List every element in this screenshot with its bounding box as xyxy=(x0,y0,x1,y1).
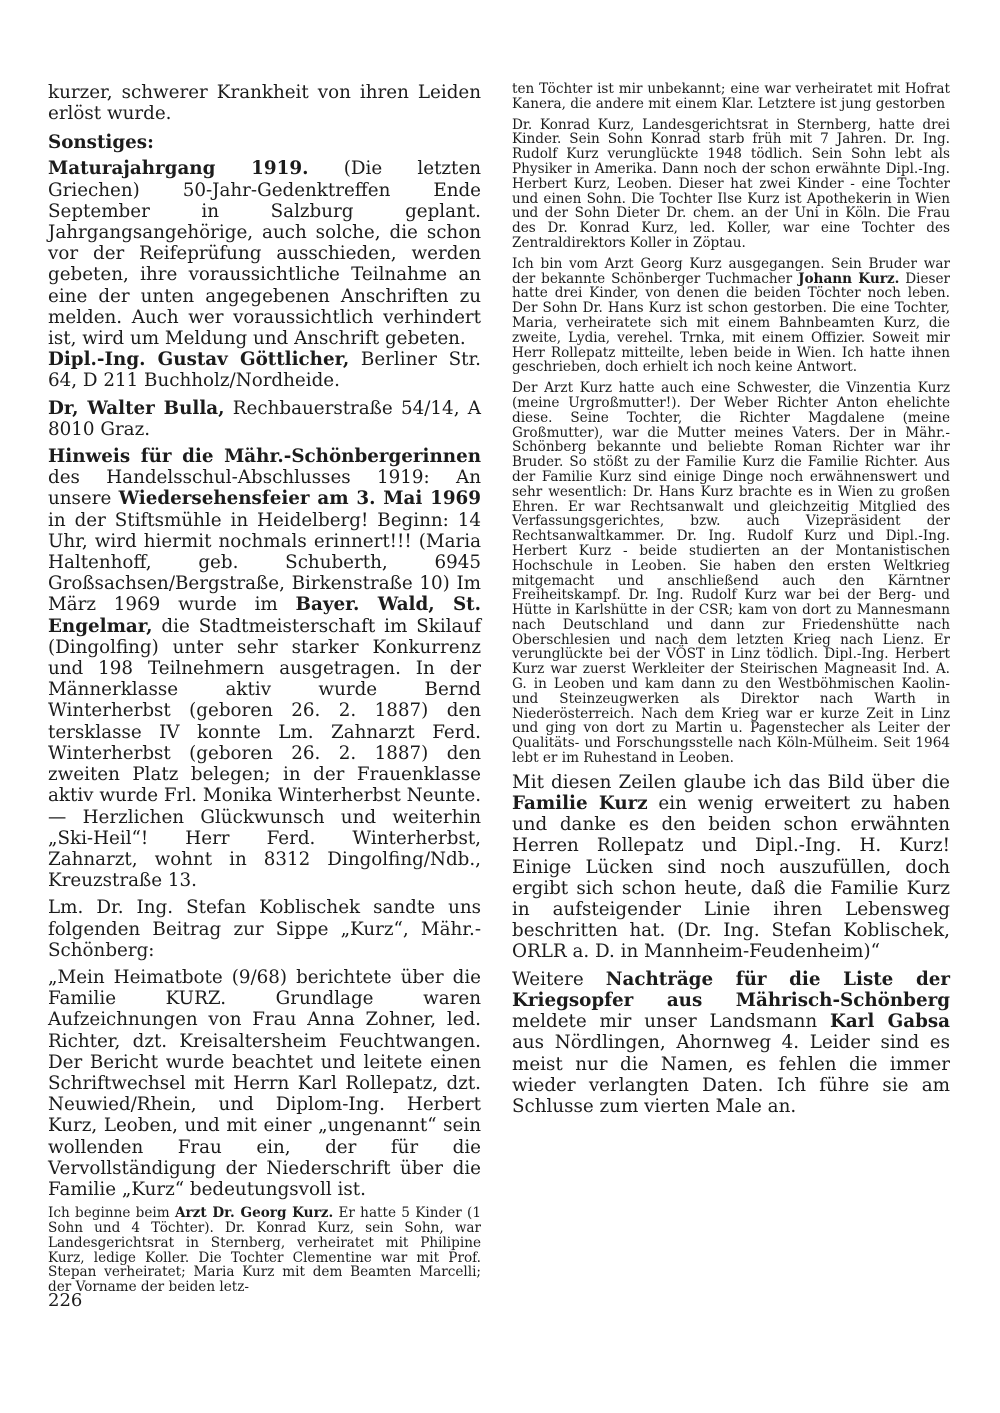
bold-text: Karl Gabsa xyxy=(829,1011,950,1033)
small-paragraph xyxy=(48,1206,481,1295)
left-column xyxy=(48,82,481,1301)
text: des Handelsschul-Abschlusses 1919: An unsere xyxy=(48,467,481,510)
text: Der Arzt Kurz hatte auch eine Schwester, die Vinzentia Kurz (meine Urgroßmutter!). Der Weber Richter Anton ehelichte diese. Seine Tochter, die Richter Magdalene (meine Großmutter), war die Mutter meines Vaters. Der in Mähr.-Schönberg bekannte und beliebte Roman Richter war ihr Bruder. So stößt zu der Familie Kurz die Familie Richter. Aus der Familie Kurz sind einige Dinge noch erwähnenswert und sehr wesentlich: Dr. Hans Kurz brachte es in Wien zu großen Ehren. Er war Rechtsanwalt und gleichzeitig Mitglied des Verfassungsgerichtes, bzw. auch Vizepräsident der Rechtsanwaltkammer. Dr. Ing. Rudolf Kurz und Dipl.-Ing. Herbert Kurz - beide studierten an der Montanistischen Hochschule in Leoben. Sie haben den ersten Weltkrieg mitgemacht und anschließend auch den Kärntner Freiheitskampf. Dr. Ing. Rudolf Kurz war bei der Berg- und Hütte in Karlshütte in der CSR; kam von dort zu Mannesmann nach Deutschland und dann zur Friedenshütte nach Oberschlesien und nach dem letzten Krieg nach Lienz. Er verunglückte bei der VÖST in Linz tödlich. Dipl.-Ing. Herbert Kurz war zuerst Werkleiter der Steirischen Magneasit Ind. A. G. in Leoben und kam dann zu den Westböhmischen Kaolin- und Steinzeugwerken als Direktor nach Warth in Niederösterreich. Nach dem Krieg war er kurze Zeit in Linz und ging von dort zu Martin u. Pagenstecher als Leiter der Qualitäts- und Forschungsstelle nach Köln-Mülheim. Seit 1964 lebt er im Ruhestand in Leoben. xyxy=(512,380,950,767)
page-number: 226 xyxy=(48,1290,83,1311)
paragraph xyxy=(512,772,950,963)
text: Dr. Konrad Kurz, Landesgerichtsrat in Sternberg, hatte drei Kinder. Sein Sohn Konrad starb früh mit 7 Jahren. Dr. Ing. Rudolf Kurz verunglückte 1948 tödlich. Sein Sohn lebt als Physiker in Amerika. Dann noch der schon erwähnte Dipl.-Ing. Herbert Kurz, Leoben. Dieser hat zwei Kinder - eine Tochter und einen Sohn. Die Tochter Ilse Kurz ist Apothekerin in Wien und der Sohn Dieter Dr. chem. an der Uni in Köln. Die Frau des Dr. Konrad Kurz, led. Koller, war eine Tochter des Zentraldirektors Koller in Zöptau. xyxy=(512,116,950,251)
bold-text: Nachträge für die Liste der Kriegsopfer aus Mährisch-Schönberg xyxy=(512,968,950,1011)
text: Dieser hatte drei Kinder, von denen die beiden Töchter noch leben. Der Sohn Dr. Hans Kurz ist schon gestorben. Die eine Tochter, Maria, verheiratete sich mit einem Bahnbeamten Kurz, die zweite, Lydia, verehel. Trnka, mit einem Offizier. Soweit mir Herr Rollepatz mitteilte, leben beide in Wien. Ich hatte ihnen geschrieben, doch erhielt ich noch keine Antwort. xyxy=(512,270,951,376)
bold-text: Hinweis für die Mähr.-Schönbergerinnen xyxy=(48,446,481,468)
section-heading: Sonstiges: xyxy=(48,132,154,154)
text: aus Nördlingen, Ahornweg 4. Leider sind es meist nur die Namen, es fehlen die immer wieder verlangten Daten. Ich führe sie am Schlusse zum vierten Male an. xyxy=(512,1032,950,1117)
text: Ich beginne beim xyxy=(48,1205,175,1222)
text: Mit diesen Zeilen glaube ich das Bild über die xyxy=(512,771,950,793)
bold-text: Arzt Dr. Georg Kurz. xyxy=(174,1205,334,1222)
paragraph xyxy=(48,897,481,961)
text: meldete mir unser Landsmann xyxy=(512,1011,830,1033)
small-paragraph xyxy=(512,381,950,766)
bold-text: Johann Kurz. xyxy=(798,270,900,287)
text: die Stadtmeisterschaft im Skilauf (Dingolfing) unter sehr starker Konkurrenz und 198 Teilnehmern ausgetragen. In der Männerklasse aktiv wurde Bernd Winterherbst (geboren 26. 2. 1887) den tersklasse IV konnte Lm. Zahnarzt Ferd. Winterherbst (geboren 26. 2. 1887) den zweiten Platz belegen; in der Frauenklasse aktiv wurde Frl. Monika Winterherbst Neunte. — Herzlichen Glückwunsch und weiterhin „Ski-Heil“! Herr Ferd. Winterherbst, Zahnarzt, wohnt in 8312 Dingolfing/Ndb., Kreuzstraße 13. xyxy=(48,615,481,892)
text: ten Töchter ist mir unbekannt; eine war verheiratet mit Hofrat Kanera, die andere mit einem Klar. Letztere ist jung gestorben xyxy=(512,81,950,112)
small-paragraph xyxy=(512,82,950,112)
text: Ich bin vom Arzt Georg Kurz ausgegangen. Sein Bruder war der bekannte Schönberger Tuchmacher xyxy=(512,255,950,287)
text: (Die letzten Griechen) 50-Jahr-Gedenktreffen Ende September in Salzburg geplant. Jahrgangsangehörige, auch solche, die schon vor der Reifeprüfung ausschieden, werden gebeten, ihre voraussichtliche Teilnahme an eine der unten angegebenen Anschriften zu melden. Auch wer voraussichtlich verhindert ist, wird um Meldung und Anschrift gebeten. xyxy=(48,158,481,350)
paragraph xyxy=(48,82,481,124)
text: Rechbauerstraße 54/14, A 8010 Graz. xyxy=(48,397,481,440)
text: Berliner Str. 64, D 211 Buchholz/Nordheide. xyxy=(48,349,481,392)
bold-text: Familie Kurz xyxy=(512,793,648,815)
paragraph xyxy=(48,446,481,891)
text: in der Stiftsmühle in Heidelberg! Beginn: 14 Uhr, wird hiermit nochmals erinnert!!! (Maria Haltenhoff, geb. Schuberth, 6945 Großsachsen/Bergstraße, Birkenstraße 10) Im März 1969 wurde im xyxy=(48,509,481,616)
bold-text: Dr, Walter Bulla, xyxy=(48,397,225,419)
bold-text: Bayer. Wald, St. Engelmar, xyxy=(48,594,481,637)
bold-text: Wiedersehensfeier am 3. Mai 1969 xyxy=(118,488,481,510)
text: „Mein Heimatbote (9/68) berichtete über die Familie KURZ. Grundlage waren Aufzeichnungen von Frau Anna Zohner, led. Richter, dzt. Kreisaltersheim Feuchtwangen. Der Bericht wurde beachtet und leitete einen Schriftwechsel mit Herrn Karl Rollepatz, dzt. Neuwied/Rhein, und Diplom-Ing. Herbert Kurz, Leoben, und mit einer „ungenannt“ sein wollenden Frau ein, der für die Vervollständigung der Niederschrift über die Familie „Kurz“ bedeutungsvoll ist. xyxy=(48,966,481,1200)
small-paragraph xyxy=(512,257,950,375)
text: kurzer, schwerer Krankheit von ihren Leiden erlöst wurde. xyxy=(48,82,481,125)
paragraph xyxy=(512,969,950,1117)
bold-text: Dipl.-Ing. Gustav Göttlicher, xyxy=(48,349,350,371)
paragraph xyxy=(48,398,481,440)
paragraph xyxy=(48,967,481,1200)
text: Weitere xyxy=(512,968,606,990)
paragraph xyxy=(48,158,481,391)
bold-text: Maturajahrgang 1919. xyxy=(48,158,309,180)
text: Er hatte 5 Kinder (1 Sohn und 4 Töchter). Dr. Konrad Kurz, sein Sohn, war Landesgerichtsrat in Sternberg, verheiratet mit Philipine Kurz, ledige Koller. Die Tochter Clementine war mit Prof. Stepan verheiratet; Maria Kurz mit dem Beamten Marcelli; der Vorname der beiden letz- xyxy=(48,1205,481,1296)
right-column xyxy=(512,82,950,1123)
small-paragraph xyxy=(512,118,950,251)
text: ein wenig erweitert zu haben und danke es den beiden schon erwähnten Herren Rollepatz und Dipl.-Ing. H. Kurz! Einige Lücken sind noch auszufüllen, doch ergibt sich schon heute, daß die Familie Kurz in aufsteigender Linie ihren Lebensweg beschritten hat. (Dr. Ing. Stefan Koblischek, ORLR a. D. in Mannheim-Feudenheim)“ xyxy=(512,793,951,963)
text: Lm. Dr. Ing. Stefan Koblischek sandte uns folgenden Beitrag zur Sippe „Kurz“, Mähr.-Schönberg: xyxy=(48,897,481,961)
